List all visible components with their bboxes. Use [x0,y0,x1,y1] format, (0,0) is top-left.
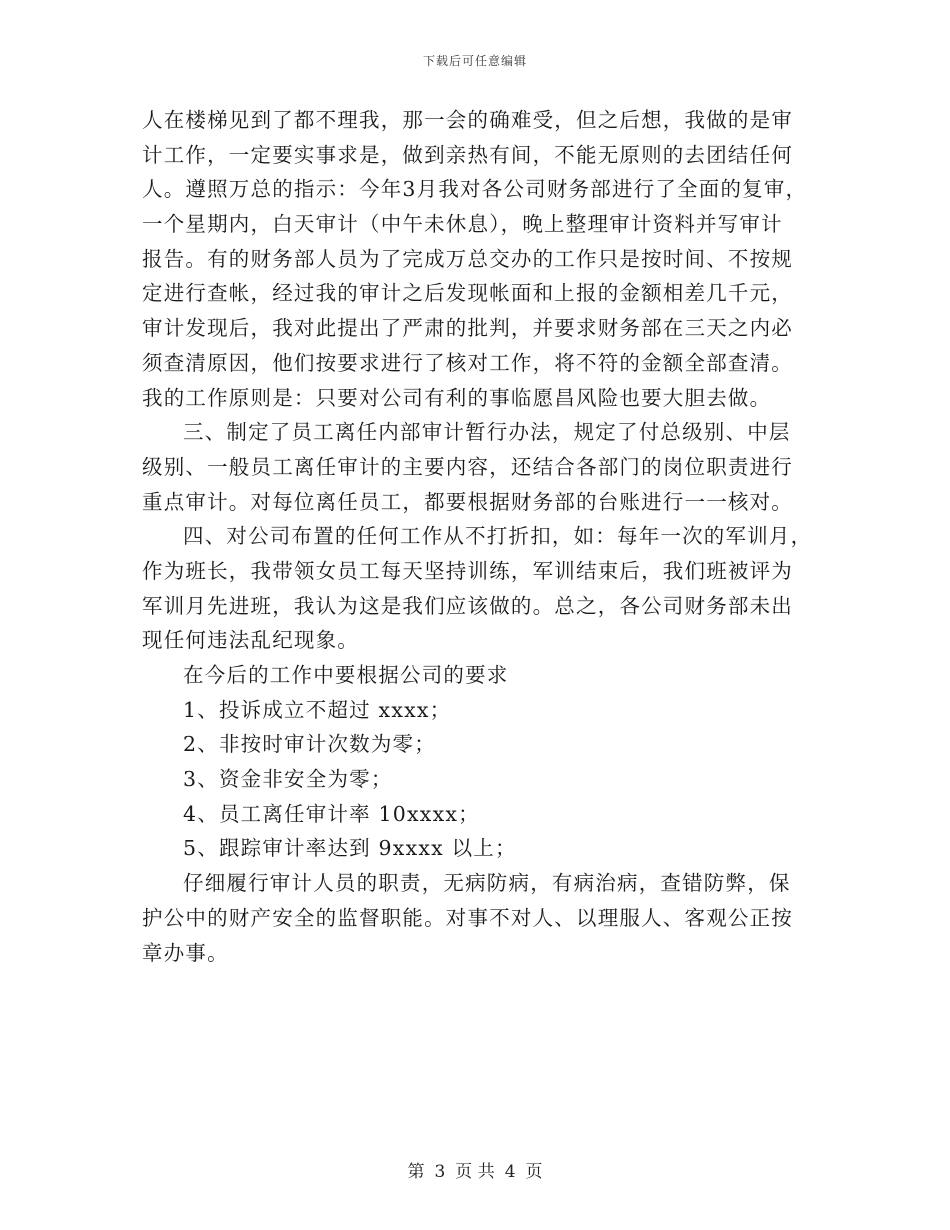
text-line: 护公中的财产安全的监督职能。对事不对人、以理服人、客观公正按 [142,905,793,930]
text-line: 我的工作原则是：只要对公司有利的事临愿昌风险也要大胆去做。 [142,385,772,410]
page-total: 4 [504,1162,516,1182]
text-line: 重点审计。对每位离任员工，都要根据财务部的台账进行一一核对。 [142,489,793,514]
page-footer [0,1157,950,1182]
text-line: 四、对公司布置的任何工作从不打折扣，如：每年一次的军训月， [183,524,813,549]
text-line: 1、投诉成立不超过 xxxx； [183,697,452,722]
paragraph [142,866,807,970]
page-header: 下载后可任意编辑 [422,54,527,68]
page-label-prefix: 第 [407,1162,425,1182]
text-line: 现任何违法乱纪现象。 [142,628,359,653]
text-line: 在今后的工作中要根据公司的要求 [183,663,509,687]
paragraph [142,103,807,415]
paragraph [142,519,813,658]
text-line: 审计发现后，我对此提出了严肃的批判，并要求财务部在三天之内必 [142,316,793,341]
text-line: 计工作，一定要实事求是，做到亲热有间，不能无原则的去团结任何 [142,142,793,167]
paragraph [142,415,807,519]
text-line: 须查清原因，他们按要求进行了核对工作，将不符的金额全部查清。 [142,350,793,375]
text-line: 4、员工离任审计率 10xxxx； [183,801,480,826]
page-label-suffix: 页 [525,1162,543,1182]
page-current: 3 [434,1162,446,1182]
text-line: 级别、一般员工离任审计的主要内容，还结合各部门的岗位职责进行 [142,454,793,479]
text-line: 5、跟踪审计率达到 9xxxx 以上； [183,836,517,861]
text-line: 章办事。 [142,940,229,965]
page-label-middle: 页 共 [455,1162,495,1182]
document-body [142,103,813,970]
text-line: 2、非按时审计次数为零； [183,732,436,757]
text-line: 人在楼梯见到了都不理我，那一会的确难受，但之后想，我做的是审 [142,108,793,132]
text-line: 一个星期内，白天审计（中午未休息），晚上整理审计资料并写审计 [142,212,783,237]
text-line: 三、制定了员工离任内部审计暂行办法，规定了付总级别、中层 [183,420,791,445]
text-line: 仔细履行审计人员的职责，无病防病，有病治病，查错防弊，保 [183,871,791,896]
text-line: 报告。有的财务部人员为了完成万总交办的工作只是按时间、不按规 [142,246,793,271]
text-line: 3、资金非安全为零； [183,767,393,792]
text-line: 军训月先进班，我认为这是我们应该做的。总之，各公司财务部未出 [142,593,793,618]
list-item [142,831,807,866]
paragraph [142,658,807,693]
list-item [142,762,807,797]
list-item [142,727,807,762]
list-item [142,797,807,832]
text-line: 定进行查帐，经过我的审计之后发现帐面和上报的金额相差几千元， [142,281,793,306]
list-item [142,693,807,728]
text-line: 作为班长，我带领女员工每天坚持训练，军训结束后，我们班被评为 [142,558,793,583]
text-line: 人。遵照万总的指示：今年3月我对各公司财务部进行了全面的复审， [142,177,808,202]
